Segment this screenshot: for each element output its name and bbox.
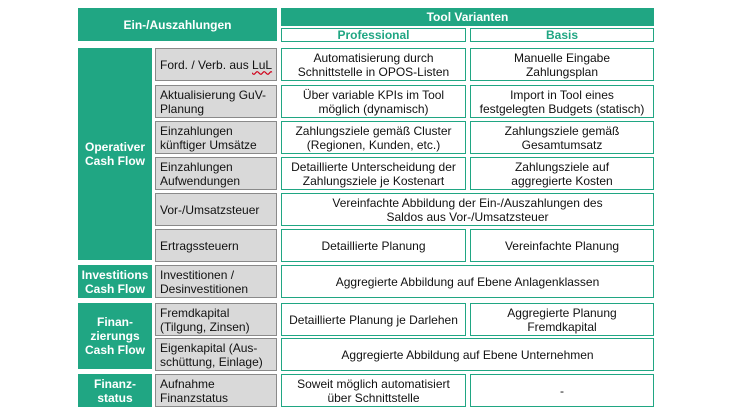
cell-professional: Detaillierte Planung bbox=[281, 229, 466, 262]
cell-professional: Detaillierte Unterscheidung der Zahlungsziele je Kostenart bbox=[281, 157, 466, 190]
section-operativer-cash-flow: Operativer Cash Flow bbox=[78, 48, 152, 260]
row-label: Einzahlungen künftiger Umsätze bbox=[155, 121, 277, 154]
row-label-text: Ford. / Verb. aus bbox=[160, 57, 253, 72]
cell-merged: Vereinfachte Abbildung der Ein-/Auszahlungen des Saldos aus Vor-/Umsatzsteuer bbox=[281, 193, 654, 226]
cell-professional: Detaillierte Planung je Darlehen bbox=[281, 303, 466, 336]
header-ein-auszahlungen: Ein-/Auszahlungen bbox=[78, 8, 277, 41]
cell-professional: Automatisierung durch Schnittstelle in OPOS-Listen bbox=[281, 48, 466, 81]
section-finanzstatus: Finanz- status bbox=[78, 374, 152, 407]
cell-basis: Vereinfachte Planung bbox=[470, 229, 654, 262]
cell-basis: Zahlungsziele gemäß Gesamtumsatz bbox=[470, 121, 654, 154]
cell-basis: Import in Tool eines festgelegten Budgets (statisch) bbox=[470, 85, 654, 118]
row-label: Fremdkapital (Tilgung, Zinsen) bbox=[155, 303, 277, 336]
cell-merged: Aggregierte Abbildung auf Ebene Anlagenklassen bbox=[281, 265, 654, 298]
section-investitions-cash-flow: Investitions Cash Flow bbox=[78, 265, 152, 298]
header-tool-varianten: Tool Varianten bbox=[281, 8, 654, 26]
header-basis: Basis bbox=[470, 28, 654, 42]
row-label: Ertragssteuern bbox=[155, 229, 277, 262]
row-label-lul: LuL bbox=[252, 57, 273, 72]
cell-basis: Aggregierte Planung Fremdkapital bbox=[470, 303, 654, 336]
cell-professional: Soweit möglich automatisiert über Schnittstelle bbox=[281, 374, 466, 407]
header-professional: Professional bbox=[281, 28, 466, 42]
cell-professional: Über variable KPIs im Tool möglich (dynamisch) bbox=[281, 85, 466, 118]
cell-basis: Manuelle Eingabe Zahlungsplan bbox=[470, 48, 654, 81]
row-label: Aufnahme Finanzstatus bbox=[155, 374, 277, 407]
row-label bbox=[155, 48, 277, 81]
row-label: Einzahlungen Aufwendungen bbox=[155, 157, 277, 190]
cell-merged: Aggregierte Abbildung auf Ebene Unternehmen bbox=[281, 338, 654, 371]
cell-basis: Zahlungsziele auf aggregierte Kosten bbox=[470, 157, 654, 190]
row-label: Vor-/Umsatzsteuer bbox=[155, 193, 277, 226]
section-finanzierungs-cash-flow: Finan- zierungs Cash Flow bbox=[78, 303, 152, 369]
row-label: Aktualisierung GuV- Planung bbox=[155, 85, 277, 118]
row-label: Investitionen / Desinvestitionen bbox=[155, 265, 277, 298]
cell-basis: - bbox=[470, 374, 654, 407]
row-label: Eigenkapital (Aus- schüttung, Einlage) bbox=[155, 338, 277, 371]
cell-professional: Zahlungsziele gemäß Cluster (Regionen, Kunden, etc.) bbox=[281, 121, 466, 154]
